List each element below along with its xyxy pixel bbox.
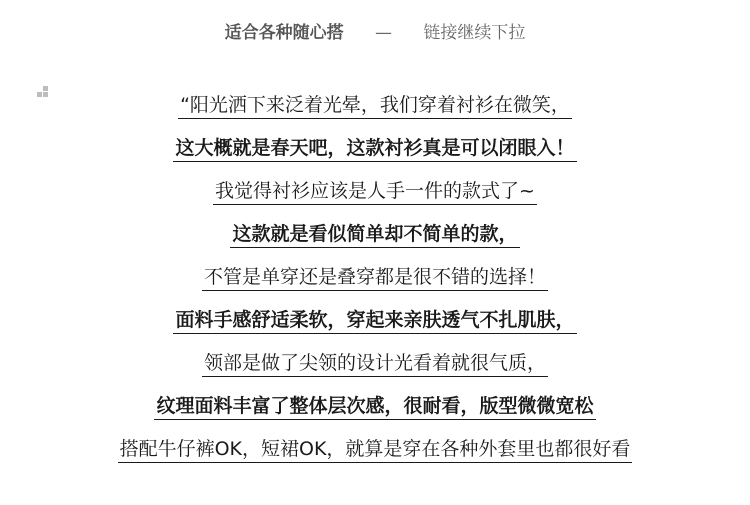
- description-line: [0, 176, 750, 219]
- description-line-text: 我觉得衬衫应该是人手一件的款式了~: [213, 180, 537, 205]
- description-line-text: 这大概就是春天吧，这款衬衫真是可以闭眼入！: [173, 137, 576, 162]
- section-header: [0, 18, 750, 43]
- description-line: [0, 348, 750, 391]
- description-line: [0, 219, 750, 262]
- section-title: 适合各种随心搭: [224, 23, 344, 43]
- description-line: [0, 262, 750, 305]
- section-subtitle: 链接继续下拉: [423, 23, 526, 43]
- description-line-text: 搭配牛仔裤OK，短裙OK，就算是穿在各种外套里也都很好看: [118, 438, 633, 463]
- description-line: [0, 90, 750, 133]
- description-line-text: 面料手感舒适柔软，穿起来亲肤透气不扎肌肤，: [173, 309, 576, 334]
- description-line-text: 纹理面料丰富了整体层次感，很耐看，版型微微宽松: [154, 395, 595, 420]
- description-line: [0, 305, 750, 348]
- description-line-text: “阳光洒下来泛着光晕，我们穿着衬衫在微笑，: [178, 94, 572, 119]
- description-line-text: 这款就是看似简单却不简单的款，: [230, 223, 519, 248]
- description-line: [0, 391, 750, 434]
- description-line-text: 领部是做了尖领的设计光看着就很气质，: [202, 352, 548, 377]
- description-line: [0, 434, 750, 477]
- description-line: [0, 133, 750, 176]
- description-text-block: [0, 90, 750, 477]
- description-line-text: 不管是单穿还是叠穿都是很不错的选择！: [202, 266, 548, 291]
- header-separator: —: [375, 23, 392, 43]
